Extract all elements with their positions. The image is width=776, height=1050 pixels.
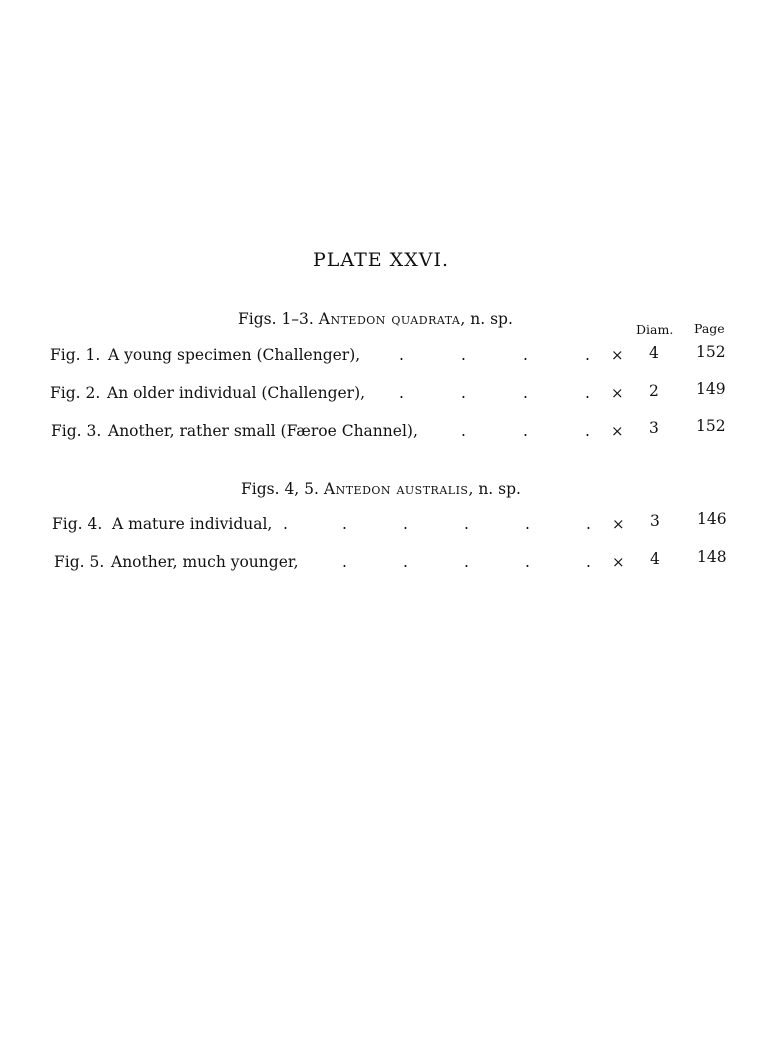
diam-value: 3 xyxy=(649,419,659,437)
leader-dot: . xyxy=(525,553,530,571)
leader-dot: . xyxy=(283,515,288,533)
row-label: Fig. 1. xyxy=(50,346,101,364)
diam-value: 3 xyxy=(650,512,660,530)
leader-dot: . xyxy=(461,384,466,402)
row-label: Fig. 2. xyxy=(50,384,101,402)
leader-dot: . xyxy=(464,553,469,571)
section-heading-2 xyxy=(241,480,521,498)
plate-title: PLATE XXVI. xyxy=(313,249,449,271)
section-species-1: Antedon quadrata xyxy=(318,310,461,328)
times-sign: × xyxy=(611,346,624,364)
section-species-2: Antedon australis xyxy=(323,480,469,498)
section-heading-1 xyxy=(238,310,513,328)
diam-value: 2 xyxy=(649,382,659,400)
leader-dot: . xyxy=(461,346,466,364)
column-header-page: Page xyxy=(694,321,725,336)
leader-dot: . xyxy=(523,422,528,440)
section-figs-2: Figs. 4, 5. xyxy=(241,480,319,498)
row-description: Another, rather small (Færoe Channel), xyxy=(108,422,418,440)
diam-value: 4 xyxy=(649,344,659,362)
leader-dot: . xyxy=(403,553,408,571)
times-sign: × xyxy=(611,384,624,402)
column-header-diam: Diam. xyxy=(636,322,674,337)
row-label: Fig. 3. xyxy=(51,422,102,440)
section-suffix-2: , n. sp. xyxy=(468,480,521,498)
leader-dot: . xyxy=(586,515,591,533)
row-description: Another, much younger, xyxy=(111,553,299,571)
page-value: 148 xyxy=(697,548,727,566)
leader-dot: . xyxy=(585,384,590,402)
row-description: An older individual (Challenger), xyxy=(107,384,366,402)
leader-dot: . xyxy=(523,346,528,364)
section-figs-1: Figs. 1–3. xyxy=(238,310,314,328)
leader-dot: . xyxy=(523,384,528,402)
page-value: 152 xyxy=(696,343,726,361)
row-description: A young specimen (Challenger), xyxy=(108,346,361,364)
leader-dot: . xyxy=(585,422,590,440)
leader-dot: . xyxy=(461,422,466,440)
leader-dot: . xyxy=(399,384,404,402)
times-sign: × xyxy=(612,553,625,571)
times-sign: × xyxy=(611,422,624,440)
row-description: A mature individual, xyxy=(112,515,273,533)
leader-dot: . xyxy=(342,515,347,533)
page-value: 152 xyxy=(696,417,726,435)
row-label: Fig. 5. xyxy=(54,553,105,571)
leader-dot: . xyxy=(399,346,404,364)
leader-dot: . xyxy=(586,553,591,571)
leader-dot: . xyxy=(342,553,347,571)
times-sign: × xyxy=(612,515,625,533)
row-label: Fig. 4. xyxy=(52,515,103,533)
leader-dot: . xyxy=(525,515,530,533)
diam-value: 4 xyxy=(650,550,660,568)
leader-dot: . xyxy=(585,346,590,364)
leader-dot: . xyxy=(464,515,469,533)
section-suffix-1: , n. sp. xyxy=(460,310,513,328)
page-value: 149 xyxy=(696,380,726,398)
page-value: 146 xyxy=(697,510,727,528)
leader-dot: . xyxy=(403,515,408,533)
